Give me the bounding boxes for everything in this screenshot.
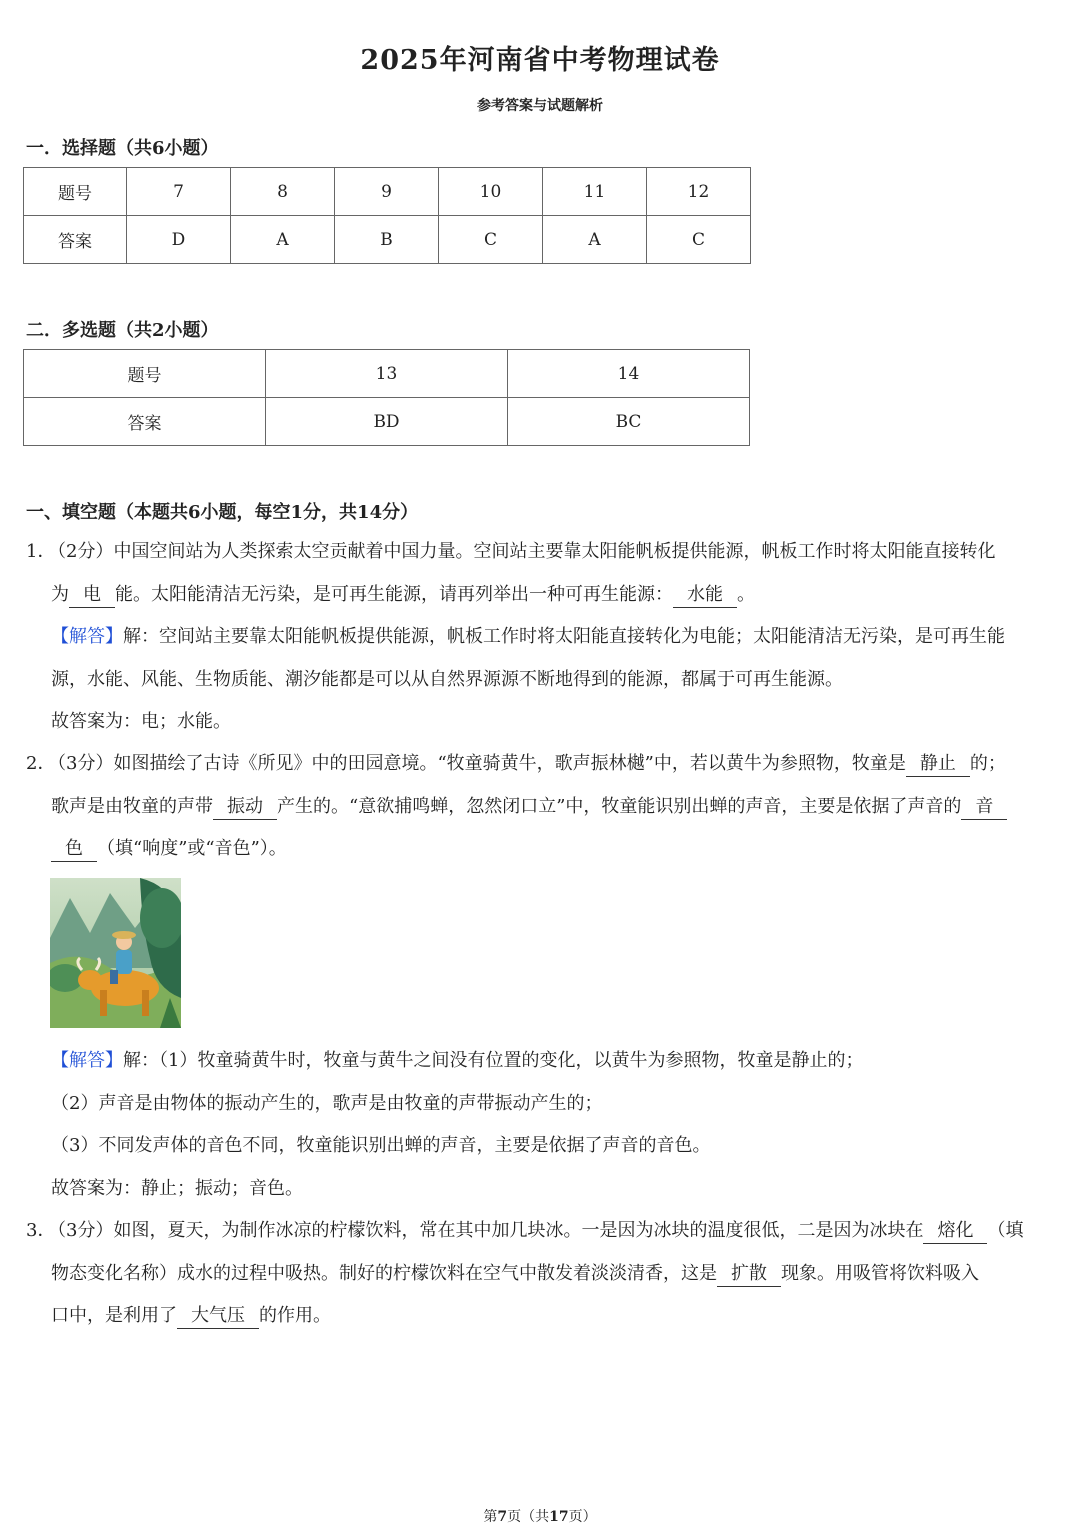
question-text: 1．（2分）中国空间站为人类探索太空贡献着中国力量。空间站主要靠太阳能帆板提供能源，帆板工作时将太阳能直接转化 [26,531,1056,574]
explanation-text: 【解答】解：（1）牧童骑黄牛时，牧童与黄牛之间没有位置的变化，以黄牛为参照物，牧童是静止的； [51,1050,864,1071]
table-cell: B [335,216,439,264]
question-text: 为 电 能。太阳能清洁无污染，是可再生能源，请再列举出一种可再生能源： 水能 。 [26,574,1056,617]
question-1 [26,531,1056,744]
section-fill-heading: 一、填空题（本题共6小题，每空1分，共14分） [26,502,419,523]
question-number: 2． [26,753,56,774]
explanation-text: 【解答】解：空间站主要靠太阳能帆板提供能源，帆板工作时将太阳能直接转化为电能；太阳能清洁无污染，是可再生能 [51,626,1005,647]
answer-blank: 振动 [213,795,277,820]
question-number: 3． [26,1220,56,1241]
choice-answer-table [23,167,751,264]
table-cell: C [439,216,543,264]
question-text: 2．（3分）如图描绘了古诗《所见》中的田园意境。“牧童骑黄牛，歌声振林樾”中，若以黄牛为参照物，牧童是 静止 的； [26,743,1056,786]
answer-blank: 熔化 [923,1219,987,1244]
table-cell: 14 [508,350,750,398]
table-header-cell: 答案 [24,216,127,264]
table-cell: 7 [127,168,231,216]
explanation-text: （3）不同发声体的音色不同，牧童能识别出蝉的声音，主要是依据了声音的音色。 [51,1135,711,1156]
question-text: 口中，是利用了 大气压 的作用。 [26,1295,1056,1338]
explanation-tag: 【解答】 [51,626,123,647]
table-cell: A [543,216,647,264]
table-cell: 8 [231,168,335,216]
table-cell: 10 [439,168,543,216]
shepherd-boy-on-ox-illustration [50,878,181,1028]
table-cell: 11 [543,168,647,216]
page-subtitle: 参考答案与试题解析 [477,98,603,114]
table-cell: BD [266,398,508,446]
table-cell: 9 [335,168,439,216]
table-header-cell: 题号 [24,168,127,216]
answer-blank: 音 [961,795,1007,820]
table-header-cell: 答案 [24,398,266,446]
table-cell: C [647,216,751,264]
page-title: 2025年河南省中考物理试卷 [360,45,720,76]
table-row [24,168,751,216]
page-number: 7 [497,1509,508,1525]
question-3 [26,1210,1056,1338]
page-footer: 第7页（共17页） [483,1509,597,1525]
question-text: 物态变化名称）成水的过程中吸热。制好的柠檬饮料在空气中散发着淡淡清香，这是 扩散 现象。用吸管将饮料吸入 [26,1253,1056,1296]
table-row [24,216,751,264]
answer-blank: 水能 [673,583,737,608]
multi-answer-table [23,349,750,446]
table-cell: BC [508,398,750,446]
answer-blank: 静止 [906,752,970,777]
question-text: 3．（3分）如图，夏天，为制作冰凉的柠檬饮料，常在其中加几块冰。一是因为冰块的温度很低，二是因为冰块在 熔化 （填 [26,1210,1056,1253]
answer-blank: 色 [51,837,97,862]
answer-summary: 故答案为：电；水能。 [51,711,231,732]
answer-summary: 故答案为：静止；振动；音色。 [51,1177,303,1199]
table-header-cell: 题号 [24,350,266,398]
answer-blank: 电 [69,583,115,608]
table-cell: D [127,216,231,264]
table-row [24,350,750,398]
table-cell: 12 [647,168,751,216]
answer-blank: 大气压 [177,1304,259,1329]
answer-blank: 扩散 [717,1262,781,1287]
question-2-explanation [26,1040,1056,1210]
section-multi-heading: 二．多选题（共2小题） [26,320,219,341]
total-pages: 17 [549,1509,569,1525]
explanation-text: 源，水能、风能、生物质能、潮汐能都是可以从自然界源源不断地得到的能源，都属于可再生能源。 [51,668,843,690]
explanation-tag: 【解答】 [51,1050,123,1071]
section-choice-heading: 一．选择题（共6小题） [26,138,219,159]
table-cell: 13 [266,350,508,398]
question-text: 色 （填“响度”或“音色”）。 [26,828,1056,871]
question-text: 歌声是由牧童的声带 振动 产生的。“意欲捕鸣蝉，忽然闭口立”中，牧童能识别出蝉的声音，主要是依据了声音的 音 [26,786,1056,829]
table-cell: A [231,216,335,264]
table-row [24,398,750,446]
question-number: 1． [26,541,56,562]
question-2 [26,743,1056,871]
explanation-text: （2）声音是由物体的振动产生的，歌声是由牧童的声带振动产生的； [51,1092,603,1114]
